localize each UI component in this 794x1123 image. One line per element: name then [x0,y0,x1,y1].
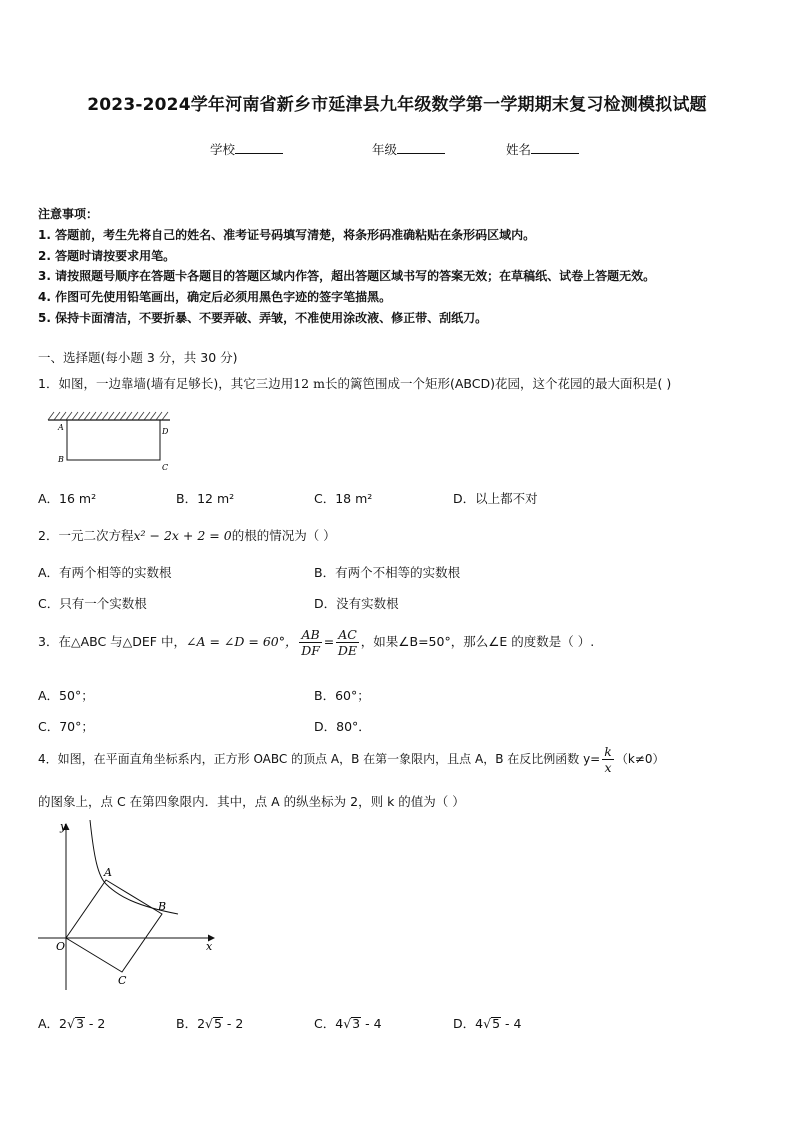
q4-point-c-label: C [118,974,127,987]
q3-frac1-numerator: AB [301,627,320,642]
q4-figure [36,818,226,998]
name-label: 姓名 [506,142,532,157]
q4-option-c[interactable] [314,1014,382,1032]
q4-opt-d-radicand: 5 [492,1016,501,1031]
question-2-stem [38,526,336,544]
q1-option-d[interactable]: D．以上都不对 [453,491,538,506]
page-title: 2023-2024学年河南省新乡市延津县九年级数学第一学期期末复习检测模拟试题 [87,95,707,115]
question-3-stem [38,627,594,658]
q3-stem-a: 3．在△ABC 与△DEF 中， [38,634,186,649]
grade-label: 年级 [372,142,398,157]
q1-option-c[interactable]: C．18 m² [314,491,373,506]
q4-opt-d-label: D．4 [453,1016,484,1031]
q4-opt-a-label: A．2 [38,1016,68,1031]
q4-x-label: x [206,940,213,953]
note-item: 4. 作图可先使用铅笔画出，确定后必须用黑色字迹的签字笔描黑。 [38,290,392,305]
notes-block [38,204,768,329]
name-field [506,140,579,158]
q3-frac1-denominator: DF [301,643,320,658]
q1-option-a[interactable]: A．16 m² [38,491,97,506]
note-item: 2. 答题时请按要求用笔。 [38,248,176,263]
q2-option-d[interactable]: D．没有实数根 [314,596,399,611]
q4-frac-denominator: x [604,760,612,775]
q4-opt-a-radicand: 3 [75,1016,84,1031]
q1-label-d: D [162,427,169,436]
q4-option-b[interactable] [176,1014,243,1032]
q3-option-c[interactable]: C．70°； [38,719,94,734]
school-label: 学校 [210,142,236,157]
q1-stem-a: 1．如图，一边靠墙(墙有足够长)，其它三边用 [38,376,294,391]
sqrt-icon: √ [205,1016,213,1031]
q3-fraction-ac-de [336,627,359,658]
q3-frac2-numerator: AC [338,627,357,642]
q3-fraction-ab-df [299,627,321,658]
q2-option-b[interactable]: B．有两个不相等的实数根 [314,565,461,580]
q2-stem-a: 2．一元二次方程 [38,528,134,543]
school-blank [235,141,283,154]
q4-option-a[interactable] [38,1014,105,1032]
school-field [210,140,283,158]
q4-opt-b-label: B．2 [176,1016,206,1031]
grade-blank [397,141,445,154]
q3-option-d[interactable]: D．80°． [314,719,371,734]
q3-option-a[interactable]: A．50°； [38,688,94,703]
q4-stem-line2: 的图象上，点 C 在第四象限内．其中，点 A 的纵坐标为 2，则 k 的值为（ ） [38,794,465,809]
q4-opt-b-radicand: 5 [214,1016,222,1031]
q1-label-c: C [162,463,169,472]
q2-option-a[interactable]: A．有两个相等的实数根 [38,565,172,580]
q2-stem-b: 的根的情况为（ ） [231,528,336,543]
q1-length: 12 m [293,376,325,391]
q3-option-b[interactable]: B．60°； [314,688,370,703]
q4-opt-c-radicand: 3 [352,1016,361,1031]
q1-option-b[interactable]: B．12 m² [176,491,235,506]
section-heading: 一、选择题(每小题 3 分，共 30 分) [38,350,238,365]
sqrt-icon: √ [343,1016,352,1031]
student-info-row [0,140,794,160]
grade-field [372,140,445,158]
q3-stem-b: ，如果∠B=50°，那么∠E 的度数是（ ）. [360,634,595,649]
square-oabc [66,880,162,972]
q2-option-c[interactable]: C．只有一个实数根 [38,596,147,611]
q4-option-d[interactable] [453,1014,521,1032]
q4-opt-a-tail: - 2 [84,1016,106,1031]
sqrt-icon: √ [483,1016,492,1031]
note-item: 5. 保持卡面清洁，不要折暴、不要弄破、弄皱，不准使用涂改液、修正带、刮纸刀。 [38,310,488,325]
wall-hatching [48,412,168,420]
q1-figure [40,408,180,472]
q4-opt-c-tail: - 4 [361,1016,382,1031]
question-4-stem [38,744,664,775]
q1-stem-b: 长的篱笆围成一个矩形(ABCD)花园，这个花园的最大面积是( ) [324,376,672,391]
q4-y-label: y [60,820,67,833]
q4-stem-a: 4．如图，在平面直角坐标系内，正方形 OABC 的顶点 A，B 在第一象限内，且点 A，B 在反比例函数 y= [38,752,601,766]
question-1-stem [38,374,671,392]
q1-label-a: A [58,423,64,432]
q3-frac2-denominator: DE [337,643,358,658]
q4-stem-b: （k≠0） [615,752,665,766]
q4-frac-numerator: k [604,744,612,759]
q4-fraction-k-x [602,744,614,775]
q4-opt-d-tail: - 4 [501,1016,522,1031]
note-item: 1. 答题前，考生先将自己的姓名、准考证号码填写清楚，将条形码准确粘贴在条形码区域内。 [38,227,536,242]
q4-opt-c-label: C．4 [314,1016,344,1031]
q3-equals: = [323,634,335,649]
q4-point-b-label: B [158,900,167,913]
name-blank [531,141,579,154]
q4-point-a-label: A [104,866,112,879]
q1-label-b: B [58,455,64,464]
sqrt-icon: √ [67,1016,75,1031]
fence-rectangle [67,420,160,460]
notes-heading: 注意事项： [38,207,99,221]
q2-equation: x² − 2x + 2 = 0 [133,528,232,543]
q4-origin-label: O [56,940,66,953]
q3-angle-equation: ∠A = ∠D = 60°， [185,634,298,649]
q4-opt-b-tail: - 2 [222,1016,244,1031]
note-item: 3. 请按照题号顺序在答题卡各题目的答题区域内作答，超出答题区域书写的答案无效；在草稿纸、试卷上答题无效。 [38,269,656,284]
